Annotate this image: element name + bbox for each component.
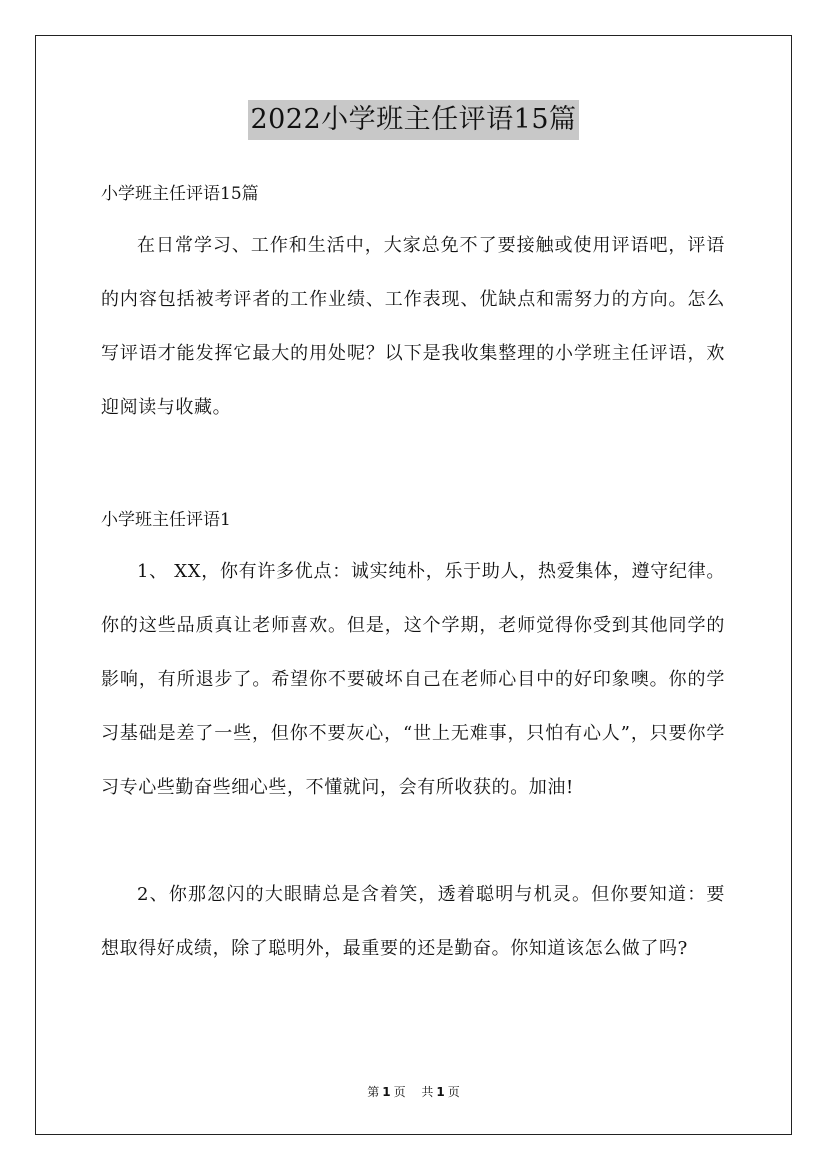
document-subtitle: 小学班主任评语15篇 [101,184,259,204]
page-indicator: 第 1 页 [367,1085,406,1099]
section-heading: 小学班主任评语1 [101,510,231,530]
intro-paragraph: 在日常学习、工作和生活中，大家总免不了要接触或使用评语吧，评语的内容包括被考评者的工作业绩、工作表现、优缺点和需努力的方向。怎么写评语才能发挥它最大的用处呢？以下是我收集整理的小学班主任评语，欢迎阅读与收藏。 [101,235,725,418]
total-pages-indicator: 共 1 页 [421,1085,460,1099]
comment-paragraph-2: 2、你那忽闪的大眼睛总是含着笑，透着聪明与机灵。但你要知道：要想取得好成绩，除了聪明外，最重要的还是勤奋。你知道该怎么做了吗? [101,884,725,959]
comment-paragraph-1: 1、 XX，你有许多优点：诚实纯朴，乐于助人，热爱集体，遵守纪律。你的这些品质真让老师喜欢。但是，这个学期，老师觉得你受到其他同学的影响，有所退步了。希望你不要破坏自己在老师心目中的好印象噢。你的学习基础是差了一些，但你不要灰心，“世上无难事，只怕有心人”，只要你学习专心些勤奋些细心些，不懂就问，会有所收获的。加油! [101,561,725,798]
page-number: 1 [382,1085,391,1099]
total-pages-number: 1 [436,1085,445,1099]
page-footer [0,1084,827,1100]
title-wrapper [0,100,827,140]
document-title: 2022小学班主任评语15篇 [248,100,578,140]
